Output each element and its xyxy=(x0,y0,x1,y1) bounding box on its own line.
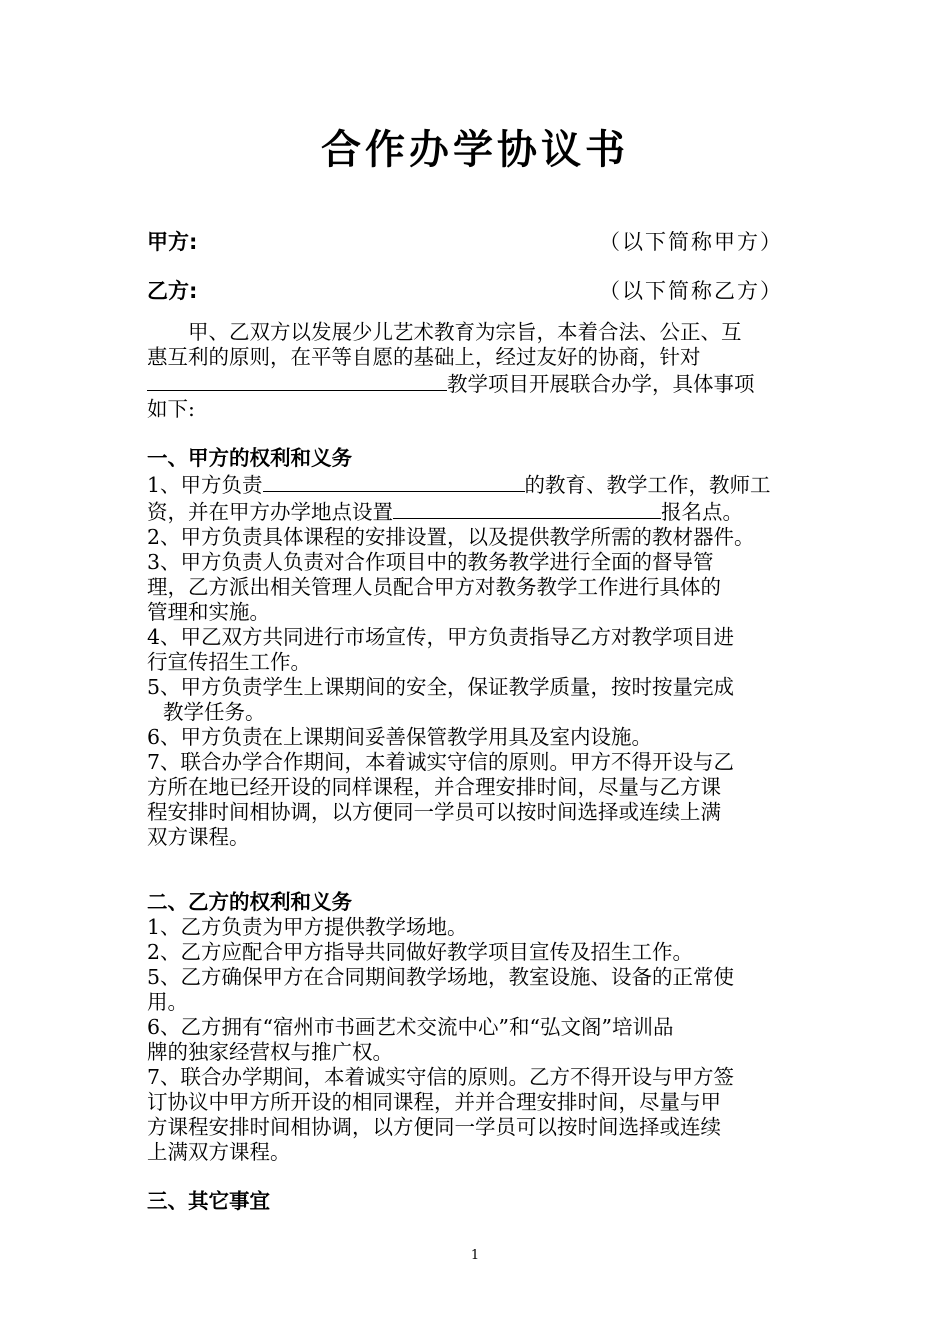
s1-item-4-line-2: 行宣传招生工作。 xyxy=(147,650,311,674)
s1-item-1-text-b: 的教育、教学工作，教师工 xyxy=(524,473,771,497)
party-a-note: （以下简称甲方） xyxy=(599,230,783,254)
intro-line-2: 惠互利的原则，在平等自愿的基础上，经过友好的协商，针对 xyxy=(147,345,701,369)
s1-item-4-line-1: 4、甲乙双方共同进行市场宣传，甲方负责指导乙方对教学项目进 xyxy=(147,625,735,649)
s1-item-3-line-3: 管理和实施。 xyxy=(147,600,270,624)
s2-item-6-line-1: 6、乙方拥有“宿州市书画艺术交流中心”和“弘文阁”培训品 xyxy=(147,1015,674,1039)
s2-item-2: 2、乙方应配合甲方指导共同做好教学项目宣传及招生工作。 xyxy=(147,940,694,964)
s2-item-7-line-3: 方课程安排时间相协调，以方便同一学员可以按时间选择或连续 xyxy=(147,1115,721,1139)
document-title: 合作办学协议书 xyxy=(321,127,629,173)
page-number: 1 xyxy=(470,1248,480,1263)
s1-item-1-line-1 xyxy=(147,471,827,498)
s2-item-5-line-2: 用。 xyxy=(147,990,188,1014)
s1-item-1-text-a: 1、甲方负责 xyxy=(147,473,263,497)
location-blank xyxy=(393,498,661,519)
document-body xyxy=(147,320,827,1214)
s1-item-3-line-1: 3、甲方负责人负责对合作项目中的教务教学进行全面的督导管 xyxy=(147,550,714,574)
party-a-label: 甲方: xyxy=(147,230,198,254)
intro-line-3 xyxy=(147,370,827,397)
s1-item-5-line-1: 5、甲方负责学生上课期间的安全，保证教学质量，按时按量完成 xyxy=(147,675,735,699)
s1-item-2: 2、甲方负责具体课程的安排设置，以及提供教学所需的教材器件。 xyxy=(147,525,755,549)
s1-item-6: 6、甲方负责在上课期间妥善保管教学用具及室内设施。 xyxy=(147,725,653,749)
intro-line-3-text: 教学项目开展联合办学，具体事项 xyxy=(447,372,755,396)
s1-item-7-line-2: 方所在地已经开设的同样课程，并合理安排时间，尽量与乙方课 xyxy=(147,775,721,799)
s1-item-7-line-1: 7、联合办学合作期间，本着诚实守信的原则。甲方不得开设与乙 xyxy=(147,750,735,774)
s1-item-5-line-2: 教学任务。 xyxy=(163,700,266,724)
course-blank xyxy=(263,471,525,492)
s2-item-5-line-1: 5、乙方确保甲方在合同期间教学场地，教室设施、设备的正常使 xyxy=(147,965,735,989)
party-a-line xyxy=(147,226,797,256)
section-3-heading: 三、其它事宜 xyxy=(147,1189,270,1213)
s1-item-1-text-d: 报名点。 xyxy=(661,500,743,524)
intro-line-1: 甲、乙双方以发展少儿艺术教育为宗旨，本着合法、公正、互 xyxy=(188,320,742,344)
s2-item-7-line-4: 上满双方课程。 xyxy=(147,1140,291,1164)
section-2-heading: 二、乙方的权利和义务 xyxy=(147,890,352,914)
party-b-line xyxy=(147,275,797,305)
s1-item-1-line-2 xyxy=(147,498,827,525)
s2-item-7-line-1: 7、联合办学期间，本着诚实守信的原则。乙方不得开设与甲方签 xyxy=(147,1065,735,1089)
s1-item-3-line-2: 理，乙方派出相关管理人员配合甲方对教务教学工作进行具体的 xyxy=(147,575,721,599)
intro-line-4: 如下: xyxy=(147,397,195,421)
project-blank xyxy=(147,370,447,391)
s2-item-7-line-2: 订协议中甲方所开设的相同课程，并并合理安排时间，尽量与甲 xyxy=(147,1090,721,1114)
s1-item-7-line-4: 双方课程。 xyxy=(147,825,250,849)
s1-item-1-text-c: 资，并在甲方办学地点设置 xyxy=(147,500,393,524)
s2-item-1: 1、乙方负责为甲方提供教学场地。 xyxy=(147,915,468,939)
party-b-note: （以下简称乙方） xyxy=(599,279,783,303)
s2-item-6-line-2: 牌的独家经营权与推广权。 xyxy=(147,1040,393,1064)
s1-item-7-line-3: 程安排时间相协调，以方便同一学员可以按时间选择或连续上满 xyxy=(147,800,721,824)
section-1-heading: 一、甲方的权利和义务 xyxy=(147,446,352,470)
party-b-label: 乙方: xyxy=(147,279,198,303)
